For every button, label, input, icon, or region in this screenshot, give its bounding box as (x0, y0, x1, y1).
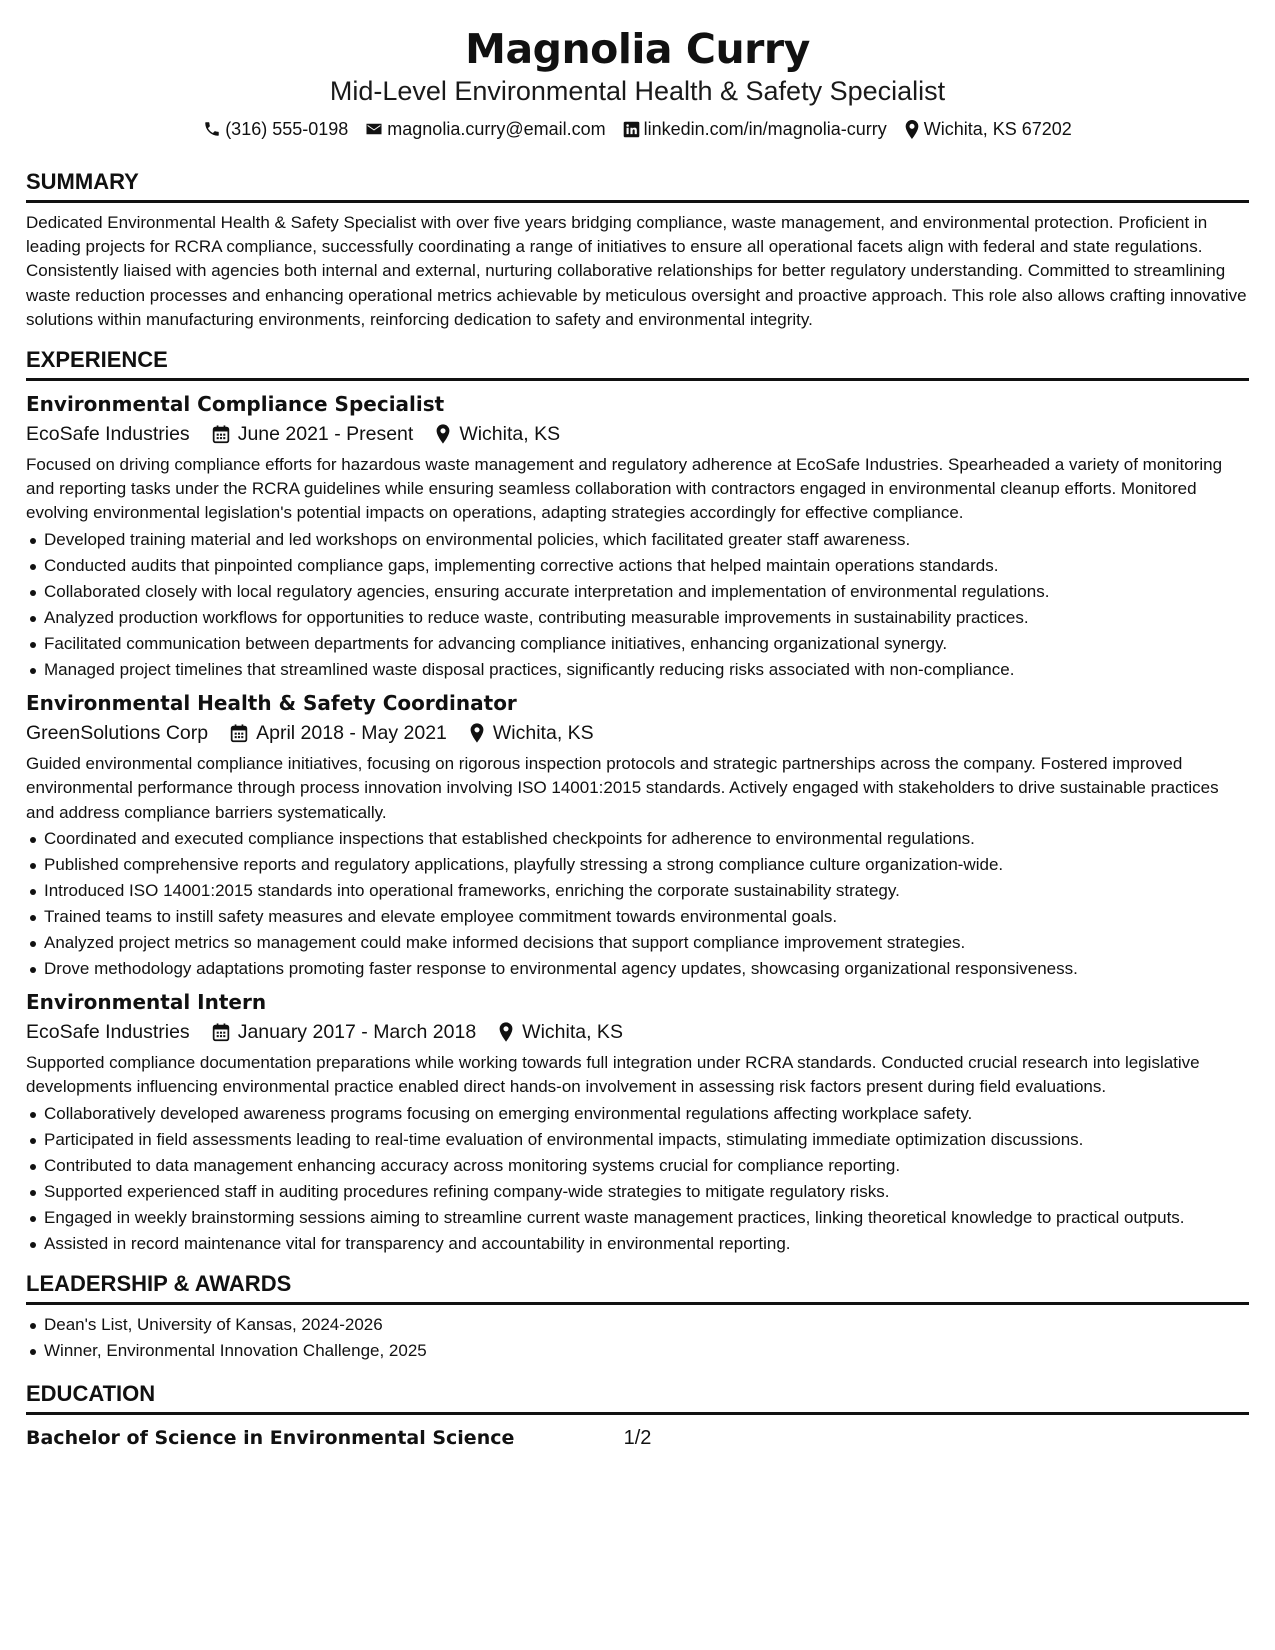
job-location (435, 419, 560, 449)
list-item: Conducted audits that pinpointed compliance gaps, implementing corrective actions that helped maintain operations standards. (44, 554, 1249, 579)
linkedin-icon (623, 121, 640, 138)
job-title: Environmental Compliance Specialist (26, 392, 445, 417)
page-number: 1/2 (623, 1426, 652, 1449)
education-degree: Bachelor of Science in Environmental Science (26, 1426, 515, 1449)
map-pin-icon (435, 424, 451, 444)
list-item: Coordinated and executed compliance inspections that established checkpoints for adherence to environmental regulations. (44, 827, 1249, 852)
experience-heading: EXPERIENCE (26, 347, 168, 373)
list-item: Developed training material and led workshops on environmental policies, which facilitated greater staff awareness. (44, 528, 1249, 553)
education-entry (26, 1423, 1249, 1453)
job-location (469, 718, 594, 748)
job-dates-text: January 2017 - March 2018 (237, 1021, 477, 1044)
job-dates (230, 718, 447, 748)
contact-linkedin[interactable] (623, 116, 887, 142)
job-dates (212, 1017, 476, 1047)
list-item: Trained teams to instill safety measures and elevate employee commitment towards environmental goals. (44, 905, 1249, 930)
list-item: Participated in field assessments leading to real-time evaluation of environmental impacts, stimulating immediate optimization discussions. (44, 1128, 1249, 1153)
job-bullets (26, 827, 1249, 982)
candidate-name: Magnolia Curry (465, 25, 810, 73)
job-meta (26, 419, 1249, 449)
job-entry (26, 688, 1249, 981)
job-location-text: Wichita, KS (522, 1021, 623, 1044)
job-company: EcoSafe Industries (26, 1021, 190, 1044)
list-item: Managed project timelines that streamlined waste disposal practices, significantly reducing risks associated with non-compliance. (44, 658, 1249, 683)
job-dates-text: April 2018 - May 2021 (256, 722, 447, 745)
candidate-role: Mid-Level Environmental Health & Safety Specialist (329, 76, 946, 106)
leadership-heading: LEADERSHIP & AWARDS (26, 1271, 292, 1297)
experience-list (26, 389, 1249, 1256)
job-dates (212, 419, 414, 449)
envelope-icon (365, 120, 383, 138)
leadership-list (26, 1313, 1249, 1364)
job-location (498, 1017, 623, 1047)
list-item: Engaged in weekly brainstorming sessions aiming to streamline current waste management practices, linking theoretical knowledge to practical outputs. (44, 1206, 1249, 1231)
linkedin-text[interactable]: linkedin.com/in/magnolia-curry (643, 119, 887, 139)
leadership-divider (26, 1302, 1249, 1305)
resume-header (26, 22, 1249, 142)
job-description: Guided environmental compliance initiatives, focusing on rigorous inspection protocols and strategic partnerships across the company. Fostered improved environmental performance through process innovation involving ISO 14001:2015 standards. Actively engaged with stakeholders to drive sustainable practices and address compliance barriers systematically. (26, 754, 1219, 822)
contact-bar (26, 116, 1249, 142)
map-pin-icon (469, 723, 485, 743)
list-item: Contributed to data management enhancing accuracy across monitoring systems crucial for compliance reporting. (44, 1154, 1249, 1179)
job-entry (26, 987, 1249, 1256)
location-text: Wichita, KS 67202 (923, 119, 1072, 139)
job-description: Focused on driving compliance efforts for hazardous waste management and regulatory adherence at EcoSafe Industries. Spearheaded a variety of monitoring and reporting tasks under the RCRA guidelines while ensuring seamless collaboration with contractors engaged in environmental cleanup efforts. Monitored evolving environmental legislation's potential impacts on operations, adapting strategies accordingly for effective compliance. (26, 455, 1223, 523)
job-meta (26, 718, 1249, 748)
job-company: EcoSafe Industries (26, 423, 190, 446)
list-item: Analyzed production workflows for opportunities to reduce waste, contributing measurable improvements in sustainability practices. (44, 606, 1249, 631)
calendar-icon (212, 425, 230, 444)
summary-text: Dedicated Environmental Health & Safety Specialist with over five years bridging compliance, waste management, and environmental protection. Proficient in leading projects for RCRA compliance, successfully coordinating a range of initiatives to ensure all operational facets align with federal and state regulations. Consistently liaised with agencies both internal and external, nurturing collaborative relationships for better regulatory understanding. Committed to streamlining waste reduction processes and enhancing operational metrics achievable by meticulous oversight and proactive approach. This role also allows crafting innovative solutions within manufacturing environments, reinforcing dedication to safety and environmental integrity. (26, 213, 1247, 329)
contact-phone (203, 116, 348, 142)
contact-location (904, 116, 1072, 142)
job-title: Environmental Intern (26, 990, 267, 1015)
job-description: Supported compliance documentation preparations while working towards full integration under RCRA standards. Conducted crucial research into legislative developments influencing environmental practice enabled direct hands-on involvement in assessing risk factors present during field evaluations. (26, 1053, 1200, 1097)
list-item: Introduced ISO 14001:2015 standards into operational frameworks, enriching the corporate sustainability strategy. (44, 879, 1249, 904)
list-item: Facilitated communication between departments for advancing compliance initiatives, enhancing organizational synergy. (44, 632, 1249, 657)
list-item: Collaboratively developed awareness programs focusing on emerging environmental regulations affecting workplace safety. (44, 1102, 1249, 1127)
job-entry (26, 389, 1249, 682)
job-dates-text: June 2021 - Present (237, 423, 414, 446)
education-divider (26, 1412, 1249, 1415)
list-item: Dean's List, University of Kansas, 2024-2026 (44, 1313, 1249, 1338)
phone-text: (316) 555-0198 (225, 119, 349, 139)
email-text[interactable]: magnolia.curry@email.com (387, 119, 606, 139)
job-location-text: Wichita, KS (492, 722, 594, 745)
list-item: Drove methodology adaptations promoting faster response to environmental agency updates, showcasing organizational responsiveness. (44, 957, 1249, 982)
list-item: Collaborated closely with local regulatory agencies, ensuring accurate interpretation and implementation of environmental regulations. (44, 580, 1249, 605)
education-heading: EDUCATION (26, 1380, 156, 1406)
job-meta (26, 1017, 1249, 1047)
summary-heading: SUMMARY (26, 169, 139, 194)
list-item: Supported experienced staff in auditing procedures refining company-wide strategies to mitigate regulatory risks. (44, 1180, 1249, 1205)
summary-divider (26, 200, 1249, 203)
job-bullets (26, 528, 1249, 683)
list-item: Assisted in record maintenance vital for transparency and accountability in environmental reporting. (44, 1232, 1249, 1257)
contact-email[interactable] (365, 116, 605, 142)
calendar-icon (230, 724, 248, 743)
phone-icon (203, 120, 221, 138)
experience-divider (26, 378, 1249, 381)
map-pin-icon (498, 1022, 514, 1042)
job-company: GreenSolutions Corp (26, 722, 209, 745)
calendar-icon (212, 1023, 230, 1042)
job-title: Environmental Health & Safety Coordinator (26, 691, 517, 716)
map-pin-icon (904, 120, 920, 139)
job-bullets (26, 1102, 1249, 1257)
list-item: Published comprehensive reports and regulatory applications, playfully stressing a strong compliance culture organization-wide. (44, 853, 1249, 878)
list-item: Analyzed project metrics so management could make informed decisions that support compliance improvement strategies. (44, 931, 1249, 956)
job-location-text: Wichita, KS (459, 423, 561, 446)
list-item: Winner, Environmental Innovation Challenge, 2025 (44, 1339, 1249, 1364)
